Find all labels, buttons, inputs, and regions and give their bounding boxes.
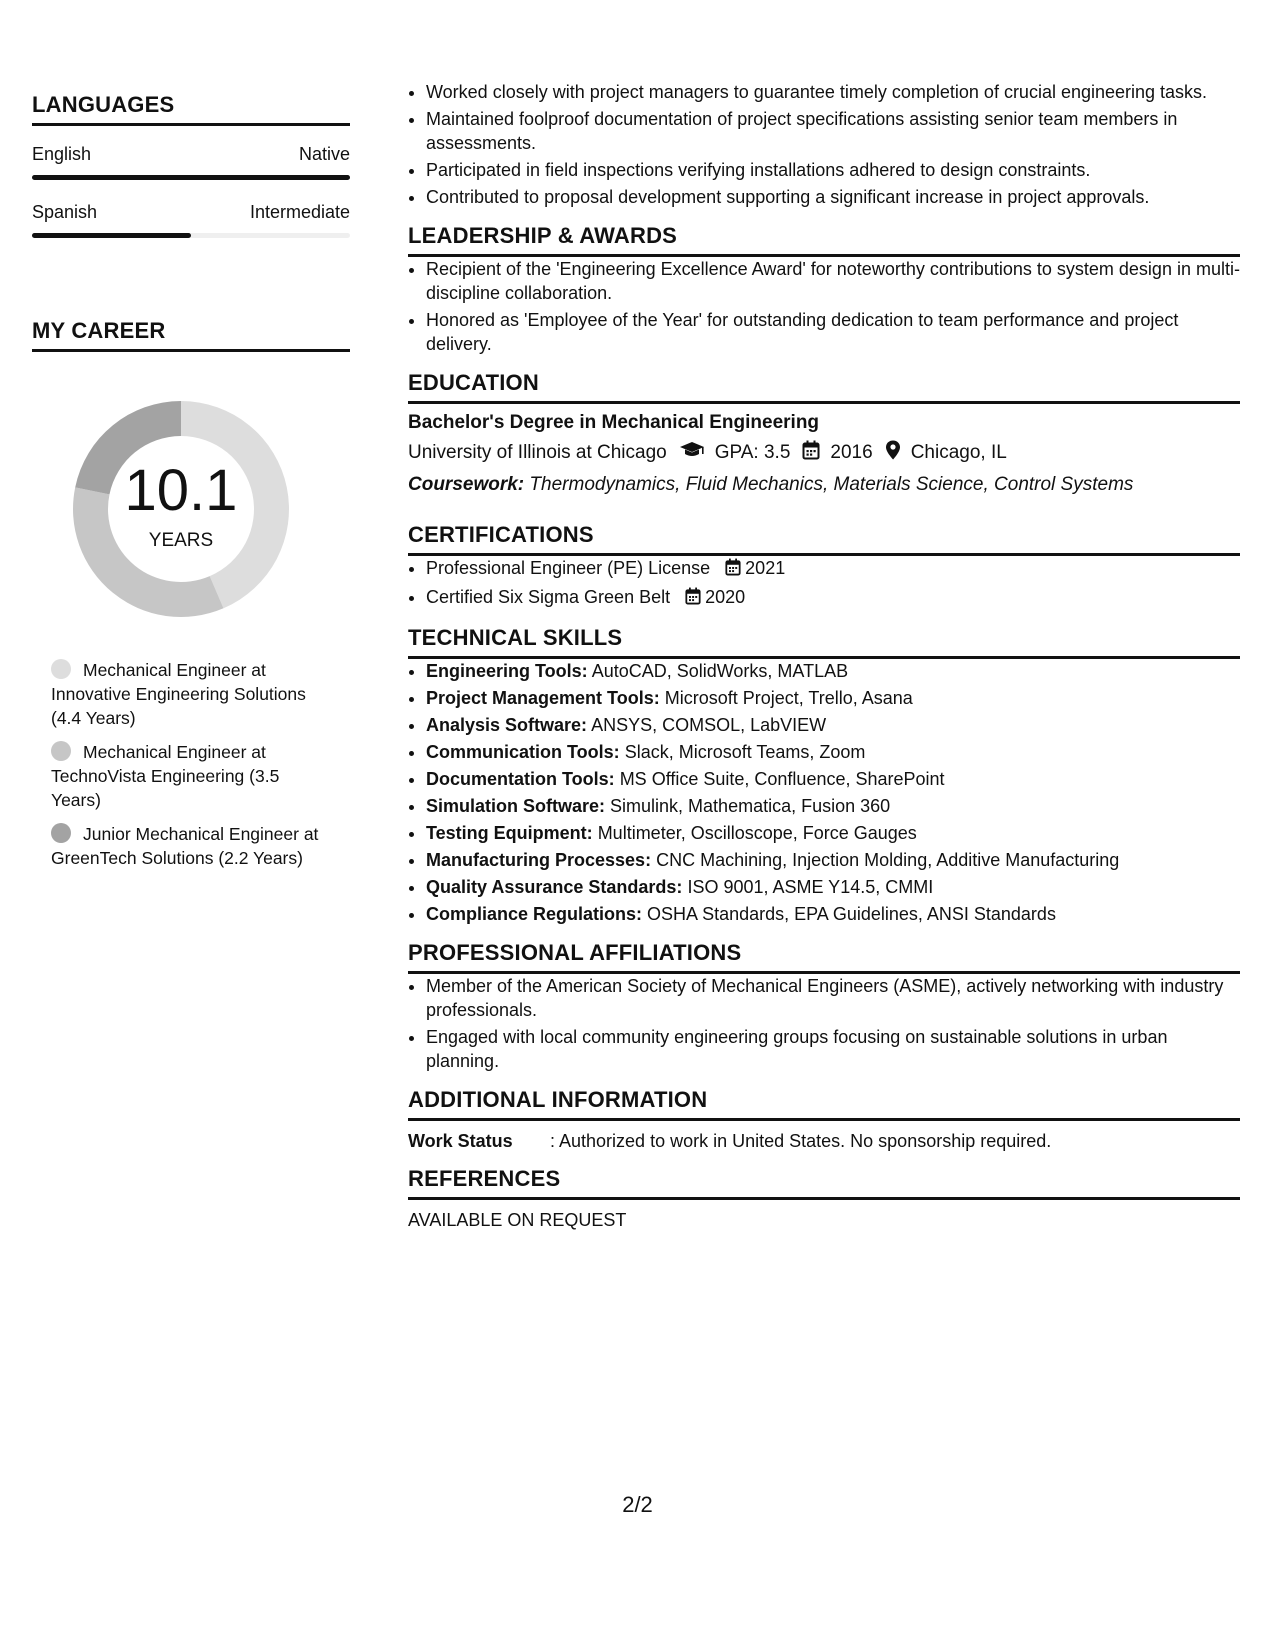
language-proficiency-fill [32, 233, 191, 238]
certification-name: Professional Engineer (PE) License [426, 558, 711, 578]
leadership-list [408, 257, 1240, 356]
education-coursework [408, 474, 1240, 496]
references-text: AVAILABLE ON REQUEST [408, 1210, 627, 1230]
skill-label: Project Management Tools: [426, 688, 660, 708]
calendar-icon [685, 587, 701, 611]
leadership-title: LEADERSHIP & AWARDS [408, 223, 1240, 257]
career-total-value: 10.1 [124, 458, 238, 523]
language-level: Intermediate [249, 202, 350, 222]
certification-year: 2021 [745, 558, 786, 578]
career-legend [51, 658, 350, 870]
skills-list [408, 659, 1240, 926]
skill-item [426, 821, 1240, 845]
skill-value: Simulink, Mathematica, Fusion 360 [610, 796, 891, 816]
education-school: University of Illinois at Chicago [408, 442, 667, 463]
legend-item [51, 822, 331, 870]
affiliations-list [408, 974, 1240, 1073]
calendar-icon [802, 440, 820, 466]
legend-item [51, 658, 331, 730]
page-number: 2/2 [622, 1492, 653, 1517]
experience-bullet: • Contributed to proposal development supporting a significant increase in project approvals. [426, 185, 1240, 209]
skill-item [426, 659, 1240, 683]
legend-dot [51, 741, 71, 761]
certifications-title: CERTIFICATIONS [408, 522, 1240, 556]
skills-title: TECHNICAL SKILLS [408, 625, 1240, 659]
work-status-row [408, 1131, 1240, 1152]
certifications-list [408, 556, 1240, 611]
certification-item [426, 585, 1240, 611]
additional-info-title: ADDITIONAL INFORMATION [408, 1087, 1240, 1121]
skill-item [426, 902, 1240, 926]
education-details [408, 440, 1240, 466]
career-title: MY CAREER [32, 318, 350, 352]
language-proficiency-fill [32, 175, 350, 180]
skill-value: ISO 9001, ASME Y14.5, CMMI [687, 877, 934, 897]
education-degree: Bachelor's Degree in Mechanical Engineering [408, 412, 820, 433]
legend-item [51, 740, 331, 812]
legend-dot [51, 659, 71, 679]
right-column [408, 80, 1240, 1231]
language-proficiency-bar [32, 175, 350, 180]
skill-item [426, 875, 1240, 899]
certification-year: 2020 [705, 587, 746, 607]
skill-item [426, 767, 1240, 791]
skill-label: Quality Assurance Standards: [426, 877, 683, 897]
skill-item [426, 848, 1240, 872]
skill-value: Microsoft Project, Trello, Asana [664, 688, 913, 708]
experience-bullet: • Worked closely with project managers to guarantee timely completion of crucial engineering tasks. [426, 80, 1240, 104]
graduation-cap-icon [679, 441, 705, 465]
legend-text: Mechanical Engineer at TechnoVista Engineering (3.5 Years) [51, 742, 280, 810]
language-name: Spanish [32, 202, 98, 222]
education-gpa: GPA: 3.5 [714, 442, 791, 463]
skill-item [426, 740, 1240, 764]
skill-value: OSHA Standards, EPA Guidelines, ANSI Standards [647, 904, 1056, 924]
skill-label: Simulation Software: [426, 796, 606, 816]
experience-bullets [408, 80, 1240, 209]
skill-value: AutoCAD, SolidWorks, MATLAB [591, 661, 849, 681]
skill-label: Testing Equipment: [426, 823, 593, 843]
calendar-icon [725, 558, 741, 582]
skill-label: Manufacturing Processes: [426, 850, 652, 870]
coursework-label: Coursework: [408, 474, 525, 495]
leadership-item: • Recipient of the 'Engineering Excellence Award' for noteworthy contributions to system design in multi-discipline collaboration. [426, 257, 1240, 305]
experience-bullet: • Participated in field inspections verifying installations adhered to design constraints. [426, 158, 1240, 182]
skill-item [426, 713, 1240, 737]
coursework-list: Thermodynamics, Fluid Mechanics, Materials Science, Control Systems [529, 474, 1134, 495]
legend-text: Mechanical Engineer at Innovative Engineering Solutions (4.4 Years) [51, 660, 306, 728]
certification-item [426, 556, 1240, 582]
legend-dot [51, 823, 71, 843]
skill-label: Communication Tools: [426, 742, 620, 762]
language-proficiency-bar [32, 233, 350, 238]
certification-name: Certified Six Sigma Green Belt [426, 587, 671, 607]
skill-value: ANSYS, COMSOL, LabVIEW [591, 715, 827, 735]
language-level: Native [298, 144, 350, 164]
language-item [32, 144, 350, 180]
skill-value: Slack, Microsoft Teams, Zoom [624, 742, 866, 762]
skill-item [426, 794, 1240, 818]
affiliation-item: • Member of the American Society of Mechanical Engineers (ASME), actively networking with industry professionals. [426, 974, 1240, 1022]
skill-value: CNC Machining, Injection Molding, Additive Manufacturing [656, 850, 1120, 870]
education-title: EDUCATION [408, 370, 1240, 404]
map-pin-icon [885, 440, 901, 466]
skill-value: Multimeter, Oscilloscope, Force Gauges [597, 823, 917, 843]
skill-label: Engineering Tools: [426, 661, 588, 681]
career-total-unit: YEARS [148, 530, 214, 551]
leadership-item: • Honored as 'Employee of the Year' for outstanding dedication to team performance and project delivery. [426, 308, 1240, 356]
language-item [32, 202, 350, 238]
affiliation-item: • Engaged with local community engineering groups focusing on sustainable solutions in urban planning. [426, 1025, 1240, 1073]
references-title: REFERENCES [408, 1166, 1240, 1200]
legend-text: Junior Mechanical Engineer at GreenTech Solutions (2.2 Years) [51, 824, 319, 868]
languages-title: LANGUAGES [32, 92, 350, 126]
career-donut-chart [66, 394, 296, 624]
skill-label: Compliance Regulations: [426, 904, 643, 924]
work-status-value: : Authorized to work in United States. No sponsorship required. [550, 1131, 1052, 1151]
affiliations-title: PROFESSIONAL AFFILIATIONS [408, 940, 1240, 974]
skill-item [426, 686, 1240, 710]
work-status-key: Work Status [408, 1131, 513, 1151]
skill-label: Analysis Software: [426, 715, 588, 735]
left-column [32, 92, 350, 880]
education-year: 2016 [830, 442, 873, 463]
education-location: Chicago, IL [910, 442, 1007, 463]
language-name: English [32, 144, 92, 164]
skill-value: MS Office Suite, Confluence, SharePoint [619, 769, 945, 789]
experience-bullet: • Maintained foolproof documentation of project specifications assisting senior team members in assessments. [426, 107, 1240, 155]
skill-label: Documentation Tools: [426, 769, 615, 789]
